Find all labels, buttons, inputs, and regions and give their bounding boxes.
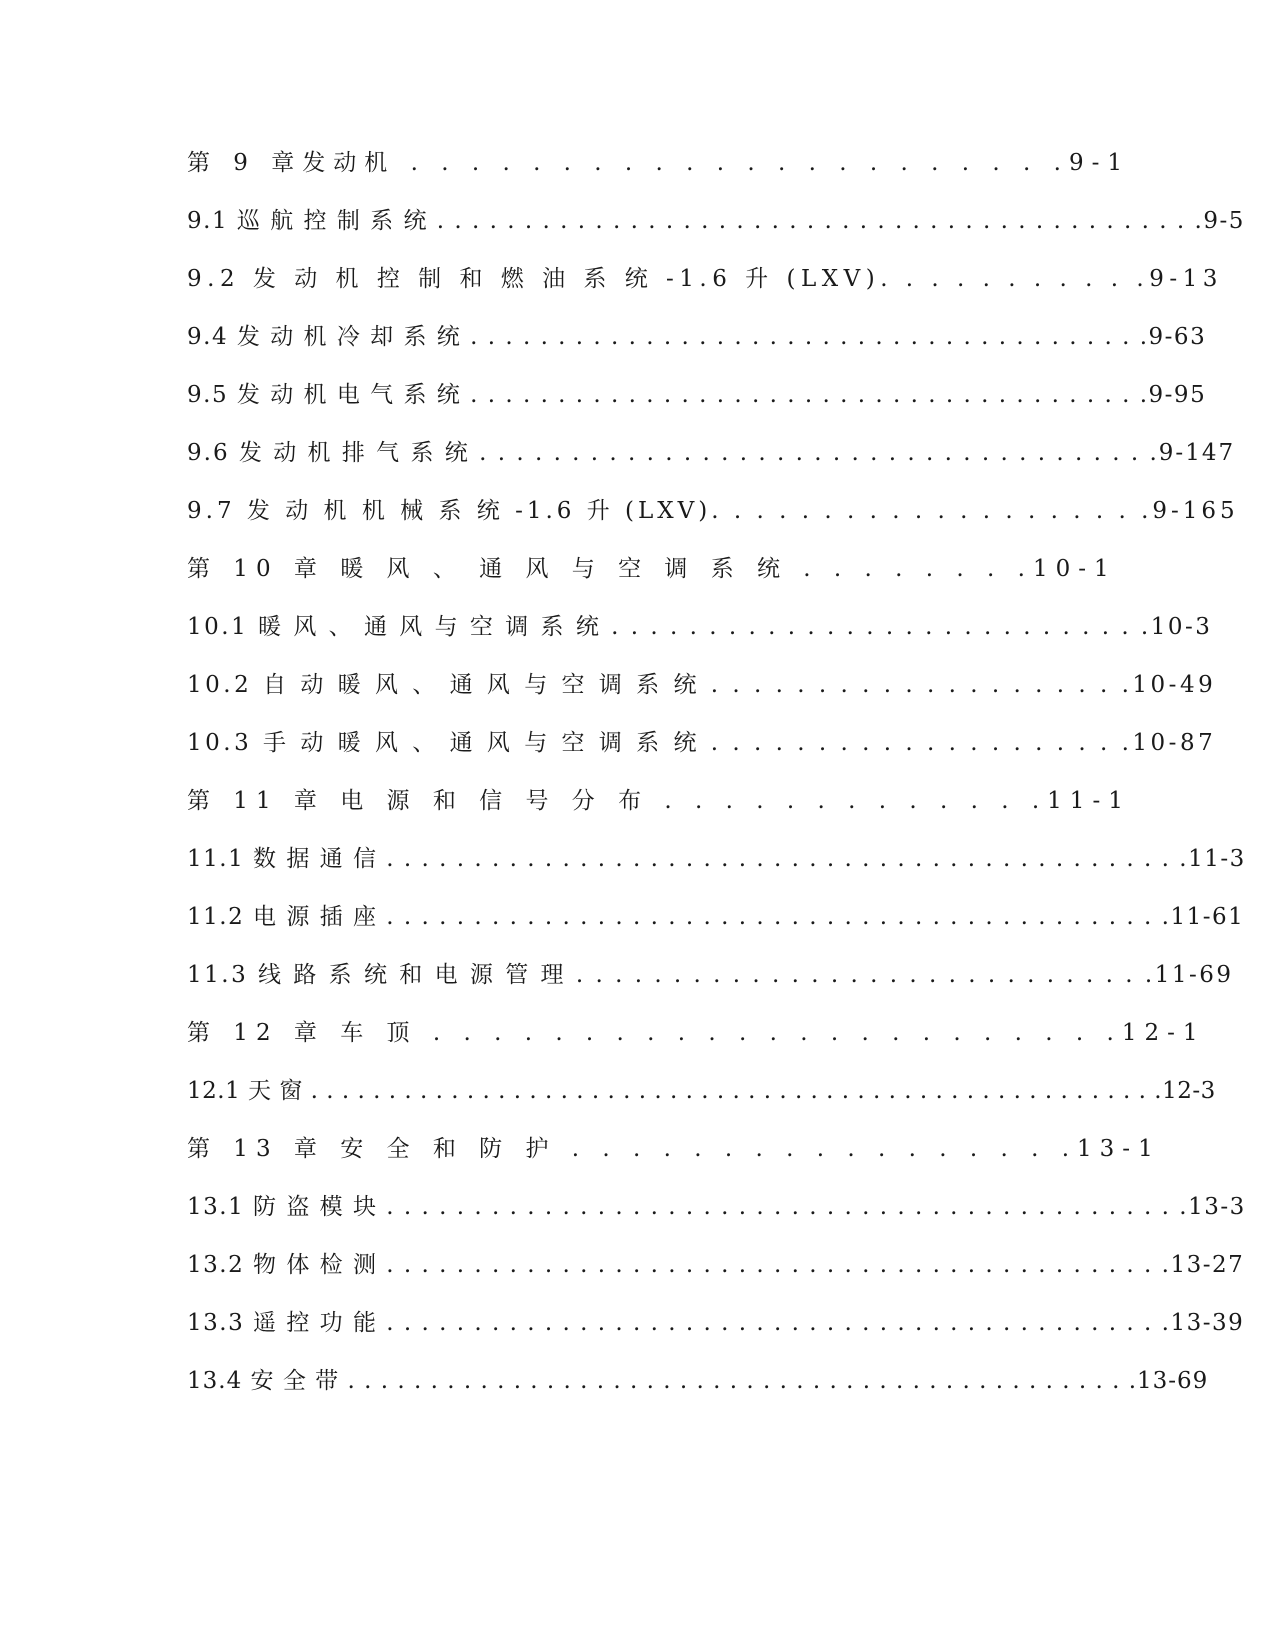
toc-entry-13-3: [187, 1306, 1244, 1340]
toc-entry-chapter-11: [187, 784, 1131, 818]
toc-entry-title: 11.2 电 源 插 座: [187, 904, 378, 930]
toc-entry-leader: . . . . . . . . . . . . . . . . .: [556, 1136, 1078, 1162]
toc-entry-page: 9-147: [1158, 440, 1236, 466]
toc-entry-page: 11-61: [1170, 904, 1245, 930]
toc-entry-leader: . . . . . . . . . . . . . . . . . . . . . . . . . . . . . . . . . . . . . . . . . . . . . . . . . . . . . . .: [302, 1078, 1163, 1104]
toc-entry-10-2: [187, 668, 1216, 702]
toc-entry-leader: . . . . . . . . . . . . . . . . . . . . . . . . . . . . . . . . . . . . . . . . . . . . .: [377, 1252, 1171, 1278]
toc-entry-leader: . . . . . . . . . . . . .: [649, 788, 1048, 814]
toc-entry-leader: . . . . . . . . . . . . . . . . . . . . . . . . . . . . . . . . . . . . . . . . . . . . .: [377, 904, 1171, 930]
toc-entry-page: 13-39: [1170, 1310, 1245, 1336]
toc-entry-title: 9.6 发 动 机 排 气 系 统: [187, 440, 470, 466]
toc-entry-11-3: [187, 958, 1234, 992]
toc-entry-title: 第 12 章 车 顶: [187, 1020, 418, 1046]
toc-entry-title: 9.1 巡 航 控 制 系 统: [187, 208, 428, 234]
toc-entry-leader: . . . . . . . . . . . . . . . . . . . .: [699, 730, 1133, 756]
toc-entry-page: 13-1: [1077, 1136, 1161, 1162]
toc-entry-title: 10.2 自 动 暖 风 、 通 风 与 空 调 系 统: [187, 672, 700, 698]
toc-entry-title: 11.1 数 据 通 信: [187, 846, 378, 872]
toc-entry-9-4: [187, 320, 1206, 354]
toc-entry-11-1: [187, 842, 1246, 876]
toc-entry-title: 9.5 发 动 机 电 气 系 统: [187, 382, 462, 408]
toc-entry-leader: . . . . . . . . . . . . . . . . . . . . . .: [395, 150, 1069, 176]
toc-entry-13-2: [187, 1248, 1244, 1282]
toc-entry-10-1: [187, 610, 1212, 644]
toc-entry-9-6: [187, 436, 1235, 470]
toc-entry-leader: . . . . . . . . . . . . . . . . . . . . . . . . . . . . . . . . . . . . . . . . . . . . . .: [377, 846, 1189, 872]
toc-entry-leader: . . . . . . . .: [788, 556, 1033, 582]
toc-entry-page: 12-3: [1162, 1078, 1216, 1104]
toc-entry-page: 9-63: [1148, 324, 1207, 350]
toc-entry-leader: . . . . . . . . . . . . . . . . . . . . . . . . . . . . . . . . . . . . . . .: [461, 382, 1149, 408]
toc-entry-page: 13-3: [1188, 1194, 1246, 1220]
toc-entry-page: 9-13: [1149, 266, 1223, 292]
toc-entry-title: 第 13 章 安 全 和 防 护: [187, 1136, 557, 1162]
toc-entry-leader: . . . . . . . . . . . . . . . . . . . . . . . . . . . . . . . . . . . . . . .: [461, 324, 1149, 350]
toc-entry-leader: . . . . . . . . . . . . . . . . . . . . . . . . . . . . . . . . . . . . . . . . . . . . . . . .: [339, 1368, 1138, 1394]
toc-entry-leader: . . . . . . . . . . . . . . . . . . . . . . . . . . . .: [601, 614, 1151, 640]
toc-entry-title: 13.1 防 盗 模 块: [187, 1194, 378, 1220]
toc-entry-leader: . . . . . . . . . . . . . . . . . . . . . . . . . . . . . . . . . . . . . . . . . . . . . .: [377, 1194, 1189, 1220]
toc-entry-leader: . . . . . . . . . . . . . . . . . . . . . . . . . . . . . .: [566, 962, 1155, 988]
toc-entry-title: 10.3 手 动 暖 风 、 通 风 与 空 调 系 统: [187, 730, 700, 756]
toc-entry-leader: . . . . . . . . . . . . . . . . . . . .: [711, 498, 1153, 524]
toc-entry-11-2: [187, 900, 1244, 934]
toc-entry-page: 13-69: [1137, 1368, 1209, 1394]
toc-entry-page: 10-87: [1132, 730, 1217, 756]
toc-entry-13-4: [187, 1364, 1208, 1398]
toc-entry-leader: . . . . . . . . . . . . . . . . . . . . . . .: [417, 1020, 1122, 1046]
toc-entry-9-1: [187, 204, 1245, 238]
toc-entry-page: 11-69: [1154, 962, 1234, 988]
toc-entry-page: 10-1: [1032, 556, 1117, 582]
toc-entry-title: 第 9 章发动机: [187, 150, 396, 176]
toc-entry-page: 9-1: [1068, 150, 1130, 176]
toc-entry-page: 10-3: [1150, 614, 1213, 640]
toc-entry-page: 11-3: [1188, 846, 1246, 872]
toc-entry-page: 9-5: [1203, 208, 1245, 234]
toc-entry-title: 9.4 发 动 机 冷 却 系 统: [187, 324, 462, 350]
toc-entry-title: 10.1 暖 风 、 通 风 与 空 调 系 统: [187, 614, 602, 640]
toc-entry-9-7: [187, 494, 1239, 528]
toc-entry-chapter-10: [187, 552, 1117, 586]
toc-entry-page: 10-49: [1132, 672, 1217, 698]
toc-entry-leader: . . . . . . . . . . . . . . . . . . . . . . . . . . . . . . . . . . . . . . . . . . . . .: [377, 1310, 1171, 1336]
toc-entry-13-1: [187, 1190, 1246, 1224]
toc-entry-page: 9-95: [1148, 382, 1207, 408]
toc-entry-chapter-13: [187, 1132, 1161, 1166]
toc-entry-page: 9-165: [1152, 498, 1239, 524]
toc-entry-page: 13-27: [1170, 1252, 1245, 1278]
toc-entry-chapter-12: [187, 1016, 1206, 1050]
toc-entry-title: 13.4 安 全 带: [187, 1368, 340, 1394]
toc-entry-title: 12.1 天 窗: [187, 1078, 303, 1104]
toc-entry-page: 12-1: [1121, 1020, 1206, 1046]
toc-entry-title: 9.2 发 动 机 控 制 和 燃 油 系 统 -1.6 升 (LXV): [187, 266, 881, 292]
toc-entry-leader: . . . . . . . . . . . . . . . . . . . . . . . . . . . . . . . . . . . . .: [469, 440, 1159, 466]
toc-entry-title: 13.3 遥 控 功 能: [187, 1310, 378, 1336]
toc-entry-10-3: [187, 726, 1216, 760]
toc-entry-title: 11.3 线 路 系 统 和 电 源 管 理: [187, 962, 567, 988]
toc-entry-chapter-9: [187, 146, 1130, 180]
toc-entry-9-2: [187, 262, 1223, 296]
toc-entry-page: 11-1: [1047, 788, 1131, 814]
toc-entry-title: 第 10 章 暖 风 、 通 风 与 空 调 系 统: [187, 556, 788, 582]
toc-entry-title: 13.2 物 体 检 测: [187, 1252, 378, 1278]
toc-entry-12-1: [187, 1074, 1216, 1108]
toc-entry-9-5: [187, 378, 1206, 412]
toc-entry-title: 第 11 章 电 源 和 信 号 分 布: [187, 788, 650, 814]
toc-entry-leader: . . . . . . . . . . . . . . . . . . . . . . . . . . . . . . . . . . . . . . . . . . . .: [427, 208, 1204, 234]
toc-entry-leader: . . . . . . . . . . .: [880, 266, 1150, 292]
toc-entry-leader: . . . . . . . . . . . . . . . . . . . .: [699, 672, 1133, 698]
toc-entry-title: 9.7 发 动 机 机 械 系 统 -1.6 升 (LXV): [187, 498, 712, 524]
